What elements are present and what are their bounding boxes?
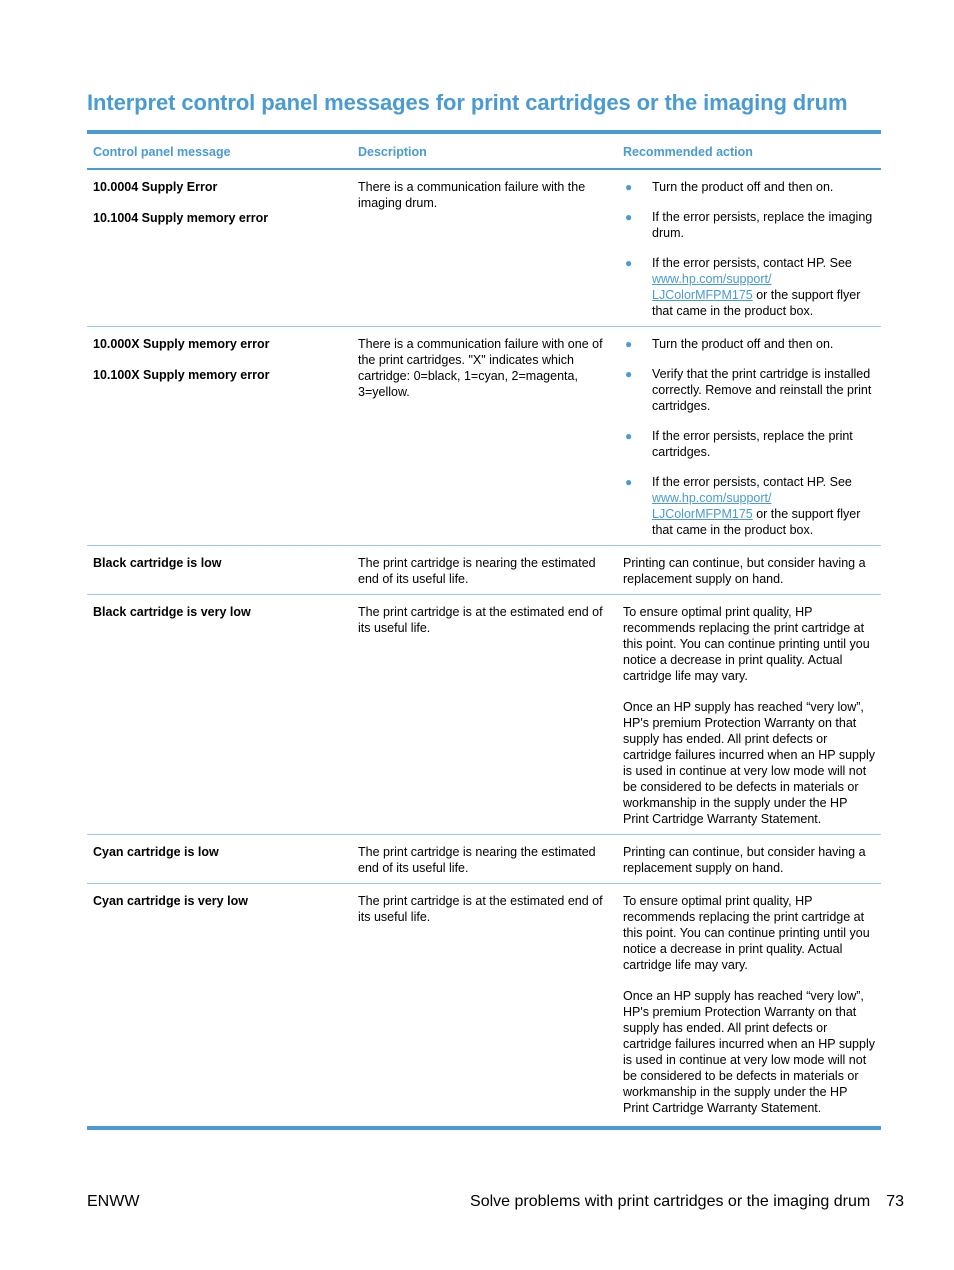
cell-message [87, 546, 352, 595]
action-text-after-link: or the support flyer that came in the product box. [652, 507, 861, 537]
action-list [623, 179, 875, 319]
description-text: There is a communication failure with one of the print cartridges. "X" indicates which cartridge: 0=black, 1=cyan, 2=magenta, 3=yellow. [358, 337, 603, 399]
description-text: There is a communication failure with the imaging drum. [358, 180, 586, 210]
action-paragraph: Once an HP supply has reached “very low”, HP's premium Protection Warranty on that supply has ended. All print defects or cartridge failures incurred when an HP supply is used in continue at very low mode will not be considered to be defects in materials or workmanship in the supply under the HP Print Cartridge Warranty Statement. [623, 989, 875, 1115]
cell-description [352, 884, 617, 1129]
cell-message [87, 169, 352, 327]
page-title: Interpret control panel messages for print cartridges or the imaging drum [87, 90, 848, 115]
action-text: If the error persists, replace the imaging drum. [652, 210, 873, 240]
cell-description [352, 835, 617, 884]
cell-message [87, 327, 352, 546]
control-panel-message: 10.0004 Supply Error [93, 180, 218, 194]
cell-description [352, 327, 617, 546]
table-row [87, 835, 881, 884]
column-header-description: Description [352, 132, 617, 169]
description-text: The print cartridge is nearing the estimated end of its useful life. [358, 845, 596, 875]
column-header-action: Recommended action [617, 132, 881, 169]
cell-recommended-action [617, 884, 881, 1129]
action-text: Verify that the print cartridge is installed correctly. Remove and reinstall the print cartridges. [652, 367, 872, 413]
list-item [623, 366, 875, 414]
action-text: Turn the product off and then on. [652, 337, 834, 351]
control-panel-message: 10.000X Supply memory error [93, 337, 270, 351]
control-panel-message: Cyan cartridge is low [93, 845, 219, 859]
support-link-line1[interactable]: www.hp.com/support/ [652, 272, 772, 286]
action-text: Turn the product off and then on. [652, 180, 834, 194]
bullet-icon: ● [625, 429, 633, 443]
list-item [623, 255, 875, 319]
action-text: If the error persists, replace the print cartridges. [652, 429, 853, 459]
cell-message [87, 595, 352, 835]
list-item [623, 336, 875, 352]
cell-recommended-action [617, 169, 881, 327]
table-body [87, 169, 881, 1128]
page-number: 73 [886, 1193, 904, 1210]
list-item [623, 209, 875, 241]
cell-description [352, 169, 617, 327]
support-link-line2[interactable]: LJColorMFPM175 [652, 507, 753, 521]
list-item [623, 179, 875, 195]
support-link-line2[interactable]: LJColorMFPM175 [652, 288, 753, 302]
bullet-icon: ● [625, 337, 633, 351]
bullet-icon: ● [625, 367, 633, 381]
table-row [87, 884, 881, 1129]
footer-label: ENWW [87, 1193, 140, 1210]
cell-message [87, 835, 352, 884]
column-header-message: Control panel message [87, 132, 352, 169]
description-text: The print cartridge is at the estimated end of its useful life. [358, 605, 603, 635]
table-row [87, 595, 881, 835]
action-paragraph: To ensure optimal print quality, HP recommends replacing the print cartridge at this point. You can continue printing until you notice a decrease in print quality. Actual cartridge life may vary. [623, 894, 870, 972]
description-text: The print cartridge is at the estimated end of its useful life. [358, 894, 603, 924]
footer-section-title: Solve problems with print cartridges or the imaging drum [470, 1193, 871, 1210]
messages-table [87, 130, 881, 1130]
bullet-icon: ● [625, 256, 633, 270]
action-list [623, 336, 875, 538]
cell-description [352, 546, 617, 595]
action-paragraph: To ensure optimal print quality, HP recommends replacing the print cartridge at this point. You can continue printing until you notice a decrease in print quality. Actual cartridge life may vary. [623, 605, 870, 683]
bullet-icon: ● [625, 475, 633, 489]
action-paragraph: Printing can continue, but consider having a replacement supply on hand. [623, 556, 866, 586]
list-item [623, 428, 875, 460]
action-paragraph: Once an HP supply has reached “very low”, HP's premium Protection Warranty on that supply has ended. All print defects or cartridge failures incurred when an HP supply is used in continue at very low mode will not be considered to be defects in materials or workmanship in the supply under the HP Print Cartridge Warranty Statement. [623, 700, 875, 826]
control-panel-message: Cyan cartridge is very low [93, 894, 248, 908]
bullet-icon: ● [625, 210, 633, 224]
action-paragraph: Printing can continue, but consider having a replacement supply on hand. [623, 845, 866, 875]
table-header-row [87, 132, 881, 169]
list-item [623, 474, 875, 538]
description-text: The print cartridge is nearing the estimated end of its useful life. [358, 556, 596, 586]
footer-section [470, 1193, 904, 1211]
cell-recommended-action [617, 327, 881, 546]
cell-description [352, 595, 617, 835]
support-link-line1[interactable]: www.hp.com/support/ [652, 491, 772, 505]
action-text: If the error persists, contact HP. See [652, 256, 852, 270]
cell-message [87, 884, 352, 1129]
bullet-icon: ● [625, 180, 633, 194]
control-panel-message: Black cartridge is low [93, 556, 222, 570]
cell-recommended-action [617, 835, 881, 884]
cell-recommended-action [617, 546, 881, 595]
table-row [87, 546, 881, 595]
table-row [87, 327, 881, 546]
cell-recommended-action [617, 595, 881, 835]
control-panel-message: 10.1004 Supply memory error [93, 211, 269, 225]
control-panel-message: 10.100X Supply memory error [93, 368, 270, 382]
table-row [87, 169, 881, 327]
action-text: If the error persists, contact HP. See [652, 475, 852, 489]
action-text-after-link: or the support flyer that came in the product box. [652, 288, 861, 318]
control-panel-message: Black cartridge is very low [93, 605, 251, 619]
